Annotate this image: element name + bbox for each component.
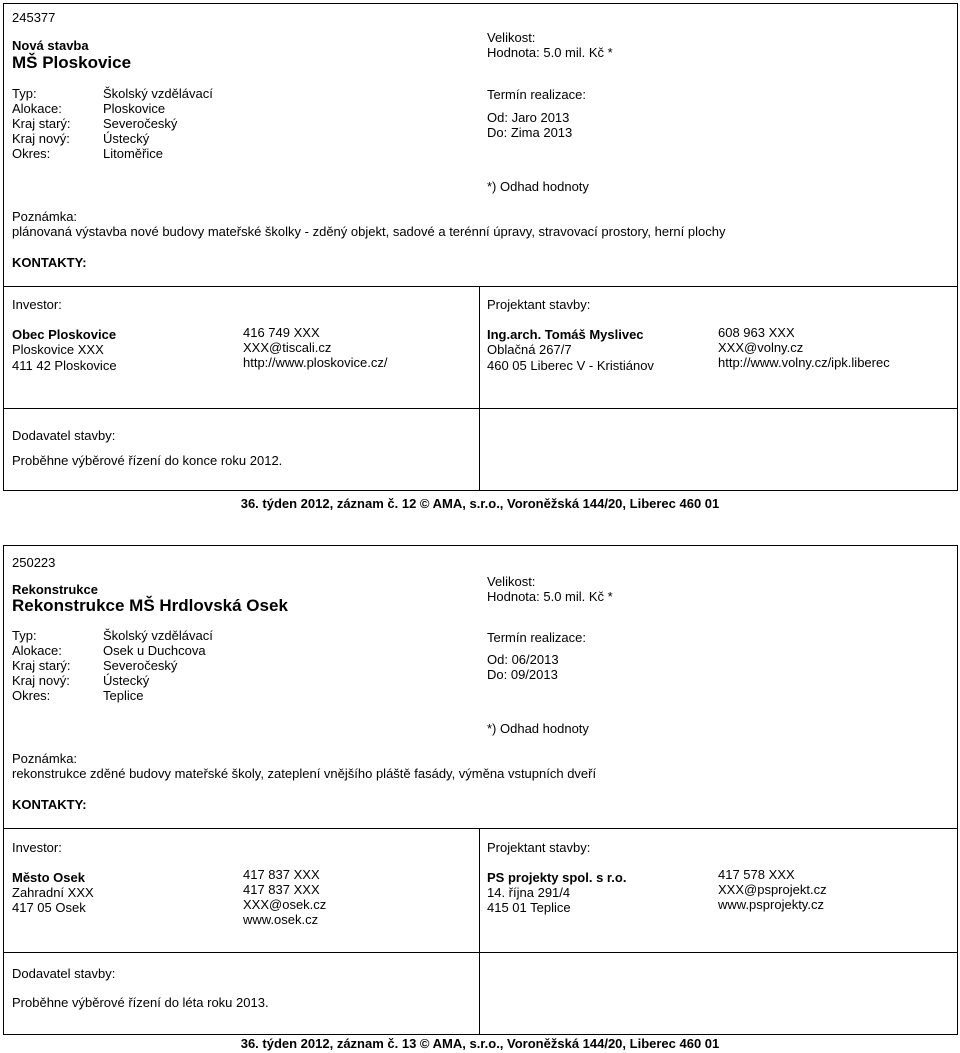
dodavatel-label: Dodavatel stavby: [12, 966, 116, 981]
investor-name: Obec Ploskovice [12, 327, 117, 342]
projektant-label: Projektant stavby: [487, 840, 591, 855]
kraj-stary-value: Severočeský [103, 658, 178, 673]
record-kind: Nová stavba [12, 38, 89, 53]
velikost-label: Velikost: [487, 30, 536, 45]
okres-value: Litoměřice [103, 146, 163, 161]
investor-phone: 416 749 XXX [243, 325, 320, 340]
odhad-note: *) Odhad hodnoty [487, 179, 589, 194]
projektant-email: XXX@psprojekt.cz [718, 882, 827, 897]
alokace-value: Ploskovice [103, 101, 166, 116]
okres-label: Okres: [12, 688, 51, 703]
kontakty-heading: KONTAKTY: [12, 797, 87, 812]
termin-do: Do: Zima 2013 [487, 125, 573, 140]
velikost-label: Velikost: [487, 574, 536, 589]
kraj-stary-label: Kraj starý: [12, 658, 71, 673]
divider [3, 408, 958, 409]
odhad-note: *) Odhad hodnoty [487, 721, 589, 736]
projektant-address: 460 05 Liberec V - Kristiánov [487, 358, 654, 373]
projektant-web: www.psprojekty.cz [718, 897, 824, 912]
kraj-novy-value: Ústecký [103, 131, 150, 146]
poznamka-text: rekonstrukce zděné budovy mateřské školy, zateplení vnějšího pláště fasády, výměna vstupních dveří [12, 766, 597, 781]
alokace-label: Alokace: [12, 643, 62, 658]
projektant-address: 415 01 Teplice [487, 900, 571, 915]
investor-email: XXX@osek.cz [243, 897, 327, 912]
divider [3, 828, 958, 829]
typ-value: Školský vzdělávací [103, 86, 213, 101]
alokace-label: Alokace: [12, 101, 62, 116]
projektant-phone: 608 963 XXX [718, 325, 795, 340]
record-2-frame [3, 545, 958, 1035]
record-1-frame [3, 3, 958, 491]
investor-address: Ploskovice XXX [12, 342, 104, 357]
investor-email: XXX@tiscali.cz [243, 340, 332, 355]
investor-web: http://www.ploskovice.cz/ [243, 355, 388, 370]
investor-label: Investor: [12, 840, 62, 855]
investor-name: Město Osek [12, 870, 85, 885]
termin-do: Do: 09/2013 [487, 667, 558, 682]
record-id: 245377 [12, 10, 56, 25]
projektant-email: XXX@volny.cz [718, 340, 804, 355]
kraj-novy-label: Kraj nový: [12, 673, 70, 688]
typ-label: Typ: [12, 628, 37, 643]
record-kind: Rekonstrukce [12, 582, 98, 597]
poznamka-text: plánovaná výstavba nové budovy mateřské školky - zděný objekt, sadové a terénní úpravy, stravovací prostory, herní plochy [12, 224, 726, 239]
investor-phone: 417 837 XXX [243, 867, 320, 882]
kraj-novy-value: Ústecký [103, 673, 150, 688]
termin-od: Od: 06/2013 [487, 652, 559, 667]
poznamka-label: Poznámka: [12, 751, 78, 766]
projektant-address: Oblačná 267/7 [487, 342, 572, 357]
projektant-label: Projektant stavby: [487, 297, 591, 312]
kraj-stary-value: Severočeský [103, 116, 178, 131]
divider [479, 286, 480, 491]
termin-label: Termín realizace: [487, 87, 586, 102]
okres-label: Okres: [12, 146, 51, 161]
dodavatel-text: Proběhne výběrové řízení do léta roku 2013. [12, 995, 269, 1010]
kraj-novy-label: Kraj nový: [12, 131, 70, 146]
typ-value: Školský vzdělávací [103, 628, 213, 643]
hodnota-value: Hodnota: 5.0 mil. Kč * [487, 45, 613, 60]
kraj-stary-label: Kraj starý: [12, 116, 71, 131]
okres-value: Teplice [103, 688, 144, 703]
projektant-address: 14. října 291/4 [487, 885, 571, 900]
dodavatel-label: Dodavatel stavby: [12, 428, 116, 443]
investor-label: Investor: [12, 297, 62, 312]
termin-od: Od: Jaro 2013 [487, 110, 570, 125]
divider [479, 828, 480, 1035]
investor-phone: 417 837 XXX [243, 882, 320, 897]
projektant-web: http://www.volny.cz/ipk.liberec [718, 355, 890, 370]
termin-label: Termín realizace: [487, 630, 586, 645]
dodavatel-text: Proběhne výběrové řízení do konce roku 2012. [12, 453, 283, 468]
investor-address: 417 05 Osek [12, 900, 86, 915]
alokace-value: Osek u Duchcova [103, 643, 206, 658]
record-id: 250223 [12, 555, 56, 570]
investor-web: www.osek.cz [243, 912, 319, 927]
investor-address: 411 42 Ploskovice [12, 358, 117, 373]
hodnota-value: Hodnota: 5.0 mil. Kč * [487, 589, 613, 604]
projektant-name: Ing.arch. Tomáš Myslivec [487, 327, 644, 342]
poznamka-label: Poznámka: [12, 209, 78, 224]
record-footer: 36. týden 2012, záznam č. 13 © AMA, s.r.o., Voroněžská 144/20, Liberec 460 01 [240, 1036, 720, 1051]
divider [3, 952, 958, 953]
record-title: Rekonstrukce MŠ Hrdlovská Osek [12, 596, 288, 615]
divider [3, 286, 958, 287]
typ-label: Typ: [12, 86, 37, 101]
investor-address: Zahradní XXX [12, 885, 94, 900]
kontakty-heading: KONTAKTY: [12, 255, 87, 270]
projektant-name: PS projekty spol. s r.o. [487, 870, 627, 885]
record-title: MŠ Ploskovice [12, 53, 132, 72]
projektant-phone: 417 578 XXX [718, 867, 795, 882]
record-footer: 36. týden 2012, záznam č. 12 © AMA, s.r.o., Voroněžská 144/20, Liberec 460 01 [240, 496, 720, 511]
